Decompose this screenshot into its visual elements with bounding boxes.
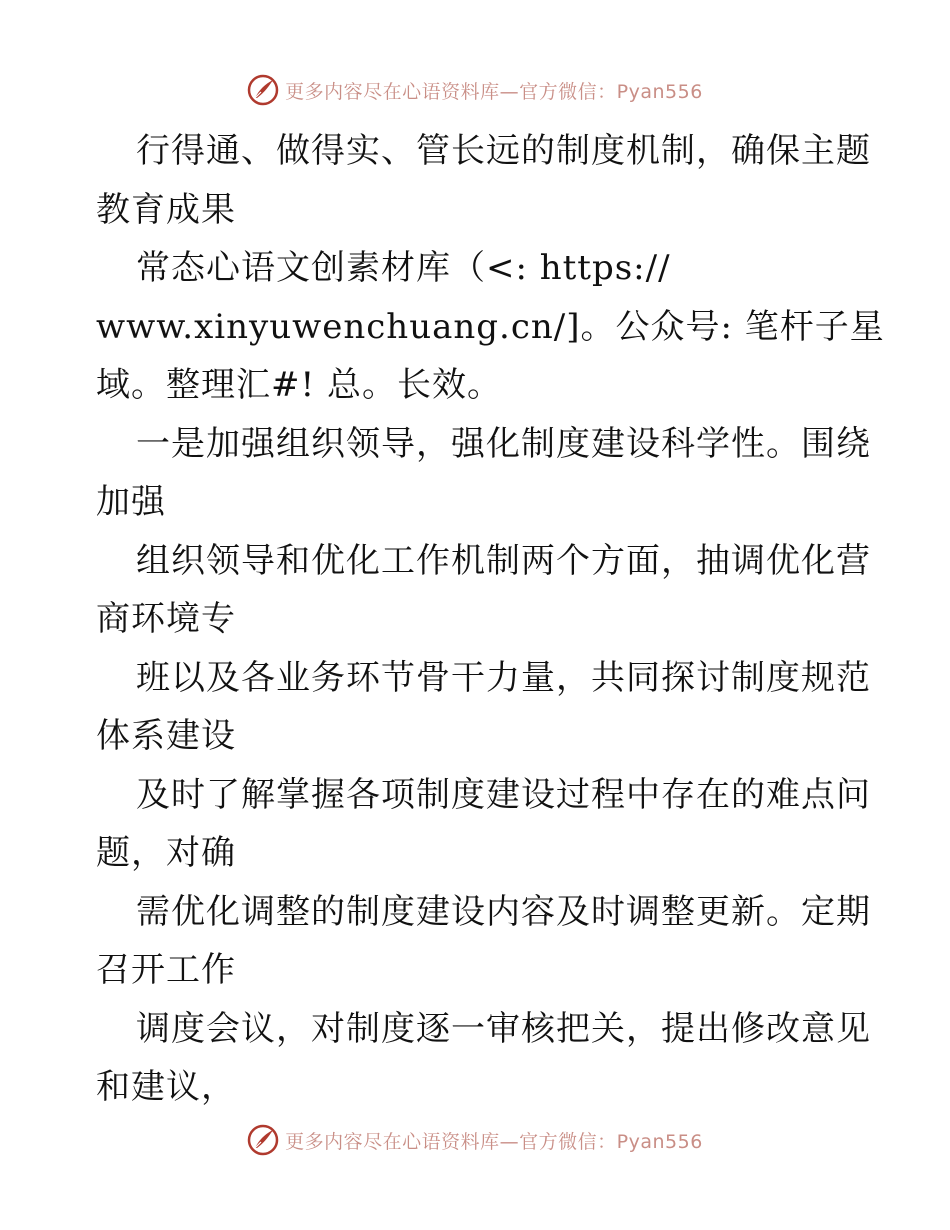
body-line: 商环境专 [96, 599, 236, 639]
body-line: 和建议， [96, 1067, 236, 1107]
body-line: 及时了解掌握各项制度建设过程中存在的难点问 [136, 774, 871, 815]
body-line: 体系建设 [96, 716, 236, 756]
feather-pen-logo-icon [247, 1124, 279, 1156]
body-line: 召开工作 [96, 950, 236, 990]
body-line: 需优化调整的制度建设内容及时调整更新。定期 [136, 891, 871, 932]
body-line: 行得通、做得实、管长远的制度机制，确保主题 [136, 131, 871, 171]
header-banner [0, 70, 950, 110]
body-line: 组织领导和优化工作机制两个方面，抽调优化营 [136, 540, 871, 581]
body-line: 班以及各业务环节骨干力量，共同探讨制度规范 [136, 657, 871, 698]
body-line: 域。整理汇#! 总。长效。 [96, 365, 502, 405]
body-line: 一是加强组织领导，强化制度建设科学性。围绕 [136, 423, 871, 464]
body-line: 加强 [96, 482, 166, 522]
body-line: 题，对确 [96, 833, 236, 873]
footer-banner-text: 更多内容尽在心语资料库—官方微信：Pyan556 [285, 1130, 703, 1153]
header-banner-text: 更多内容尽在心语资料库—官方微信：Pyan556 [285, 80, 703, 103]
document-body [96, 122, 885, 1117]
body-line: www.xinyuwenchuang.cn/]。公众号: 笔杆子星 [96, 306, 885, 347]
body-line: 常态心语文创素材库（<: https:// [136, 248, 671, 288]
feather-pen-logo-icon [247, 74, 279, 106]
body-line: 教育成果 [96, 189, 236, 230]
footer-banner [0, 1120, 950, 1160]
body-line: 调度会议，对制度逐一审核把关，提出修改意见 [136, 1008, 871, 1049]
